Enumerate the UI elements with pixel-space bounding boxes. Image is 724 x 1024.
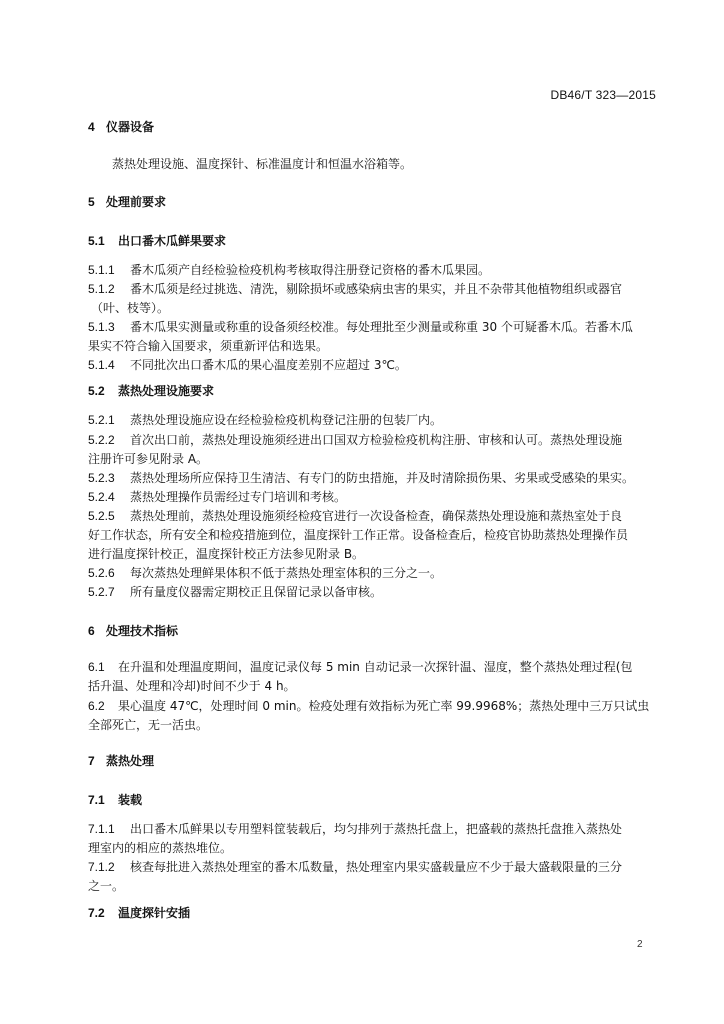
section-5-1-heading [88,231,656,251]
clause-number: 6.1 [88,660,105,674]
clause-5-1-3-line2: 果实不符合输入国要求，须重新评估和选果。 [88,339,329,353]
section-title: 装载 [118,793,143,807]
section-title: 蒸热处理 [106,754,155,768]
section-7-heading [88,751,656,771]
clause-text-line1: 首次出口前，蒸热处理设施须经进出口国双方检验检疫机构注册、审核和认可。蒸热处理设施 [130,433,623,447]
clause-6-2 [88,696,656,716]
section-number: 6 [88,624,95,638]
clause-text-line1: 番木瓜果实测量或称重的设备须经校准。每处理批至少测量或称重 30 个可疑番木瓜。若番木瓜 [130,320,633,334]
clause-number: 5.1.2 [88,282,115,296]
section-number: 5 [88,195,95,209]
clause-6-2-line2: 全部死亡，无一活虫。 [88,718,209,732]
clause-number: 7.1.1 [88,822,115,836]
clause-5-2-2 [88,430,656,450]
clause-5-2-2-line2: 注册许可参见附录 A。 [88,452,209,466]
clause-5-2-6 [88,563,656,583]
section-number: 5.2 [88,384,105,398]
section-title: 仪器设备 [106,120,155,134]
section-number: 7.2 [88,906,105,920]
section-title: 处理前要求 [106,195,167,209]
section-title: 处理技术指标 [106,624,179,638]
section-number: 7 [88,754,95,768]
clause-number: 6.2 [88,699,105,713]
section-6-heading [88,621,656,641]
clause-text: 蒸热处理场所应保持卫生清洁、有专门的防虫措施，并及时清除损伤果、劣果或受感染的果实。 [130,471,635,485]
clause-5-1-2 [88,279,656,299]
section-title: 蒸热处理设施要求 [118,384,215,398]
clause-number: 5.1.1 [88,263,115,277]
clause-number: 7.1.2 [88,860,115,874]
clause-7-1-2 [88,857,656,877]
clause-text: 蒸热处理操作员需经过专门培训和考核。 [130,490,347,504]
clause-5-2-5 [88,506,656,526]
section-5-heading [88,192,656,212]
section-5-2-heading [88,381,656,401]
clause-text-line1: 在升温和处理温度期间，温度记录仪每 5 min 自动记录一次探针温、湿度，整个蒸热处理过程(包 [118,660,633,674]
clause-text: 所有量度仪器需定期校正且保留记录以备审核。 [130,585,383,599]
clause-7-1-1 [88,819,656,839]
clause-5-2-3 [88,468,656,488]
clause-5-1-4 [88,355,656,375]
clause-text-line1: 蒸热处理前，蒸热处理设施须经检疫官进行一次设备检查，确保蒸热处理设施和蒸热室处于良 [130,509,623,523]
clause-6-1-line2: 括升温、处理和冷却)时间不少于 4 h。 [88,679,296,693]
clause-5-1-1 [88,260,656,280]
section-number: 5.1 [88,234,105,248]
section-7-2-heading [88,903,656,923]
clause-number: 5.2.6 [88,566,115,580]
clause-number: 5.1.4 [88,358,115,372]
clause-number: 5.2.3 [88,471,115,485]
clause-5-2-5-line2: 好工作状态，所有安全和检疫措施到位，温度探针工作正常。设备检查后，检疫官协助蒸热处理操作员 [88,528,629,542]
clause-5-2-1 [88,410,656,430]
section-title: 出口番木瓜鲜果要求 [118,234,227,248]
clause-5-1-2-line2: （叶、枝等）。 [91,301,170,315]
clause-text-line1: 果心温度 47℃，处理时间 0 min。检疫处理有效指标为死亡率 99.9968%；蒸热处理中三万只试虫 [118,699,650,713]
clause-6-1 [88,657,656,677]
clause-text: 蒸热处理设施应设在经检验检疫机构登记注册的包装厂内。 [130,413,443,427]
section-number: 7.1 [88,793,105,807]
clause-7-1-2-line2: 之一。 [88,879,125,893]
clause-number: 5.2.4 [88,490,115,504]
clause-text: 每次蒸热处理鲜果体积不低于蒸热处理室体积的三分之一。 [130,566,443,580]
clause-text: 番木瓜须产自经检验检疫机构考核取得注册登记资格的番木瓜果园。 [130,263,491,277]
section-4-body: 蒸热处理设施、温度探针、标准温度计和恒温水浴箱等。 [112,157,413,171]
clause-5-1-3 [88,317,656,337]
section-4-heading [88,117,656,137]
clause-text: 不同批次出口番木瓜的果心温度差别不应超过 3℃。 [130,358,407,372]
clause-7-1-1-line2: 理室内的相应的蒸热堆位。 [88,841,233,855]
clause-text-line1: 出口番木瓜鲜果以专用塑料筐装载后，均匀排列于蒸热托盘上，把盛载的蒸热托盘推入蒸热处 [130,822,623,836]
clause-text-line1: 核查每批进入蒸热处理室的番木瓜数量，热处理室内果实盛载量应不少于最大盛载限量的三分 [130,860,623,874]
clause-text-line1: 番木瓜须是经过挑选、清洗，剔除损坏或感染病虫害的果实，并且不杂带其他植物组织或器官 [130,282,623,296]
clause-5-2-4 [88,487,656,507]
standard-code: DB46/T 323—2015 [550,88,656,102]
clause-number: 5.2.1 [88,413,115,427]
section-title: 温度探针安插 [118,906,191,920]
section-7-1-heading [88,790,656,810]
clause-number: 5.2.7 [88,585,115,599]
clause-number: 5.2.2 [88,433,115,447]
clause-number: 5.1.3 [88,320,115,334]
clause-5-2-5-line3: 进行温度探针校正，温度探针校正方法参见附录 B。 [88,547,365,561]
section-number: 4 [88,120,95,134]
clause-number: 5.2.5 [88,509,115,523]
clause-5-2-7 [88,582,656,602]
page-number: 2 [637,939,643,950]
